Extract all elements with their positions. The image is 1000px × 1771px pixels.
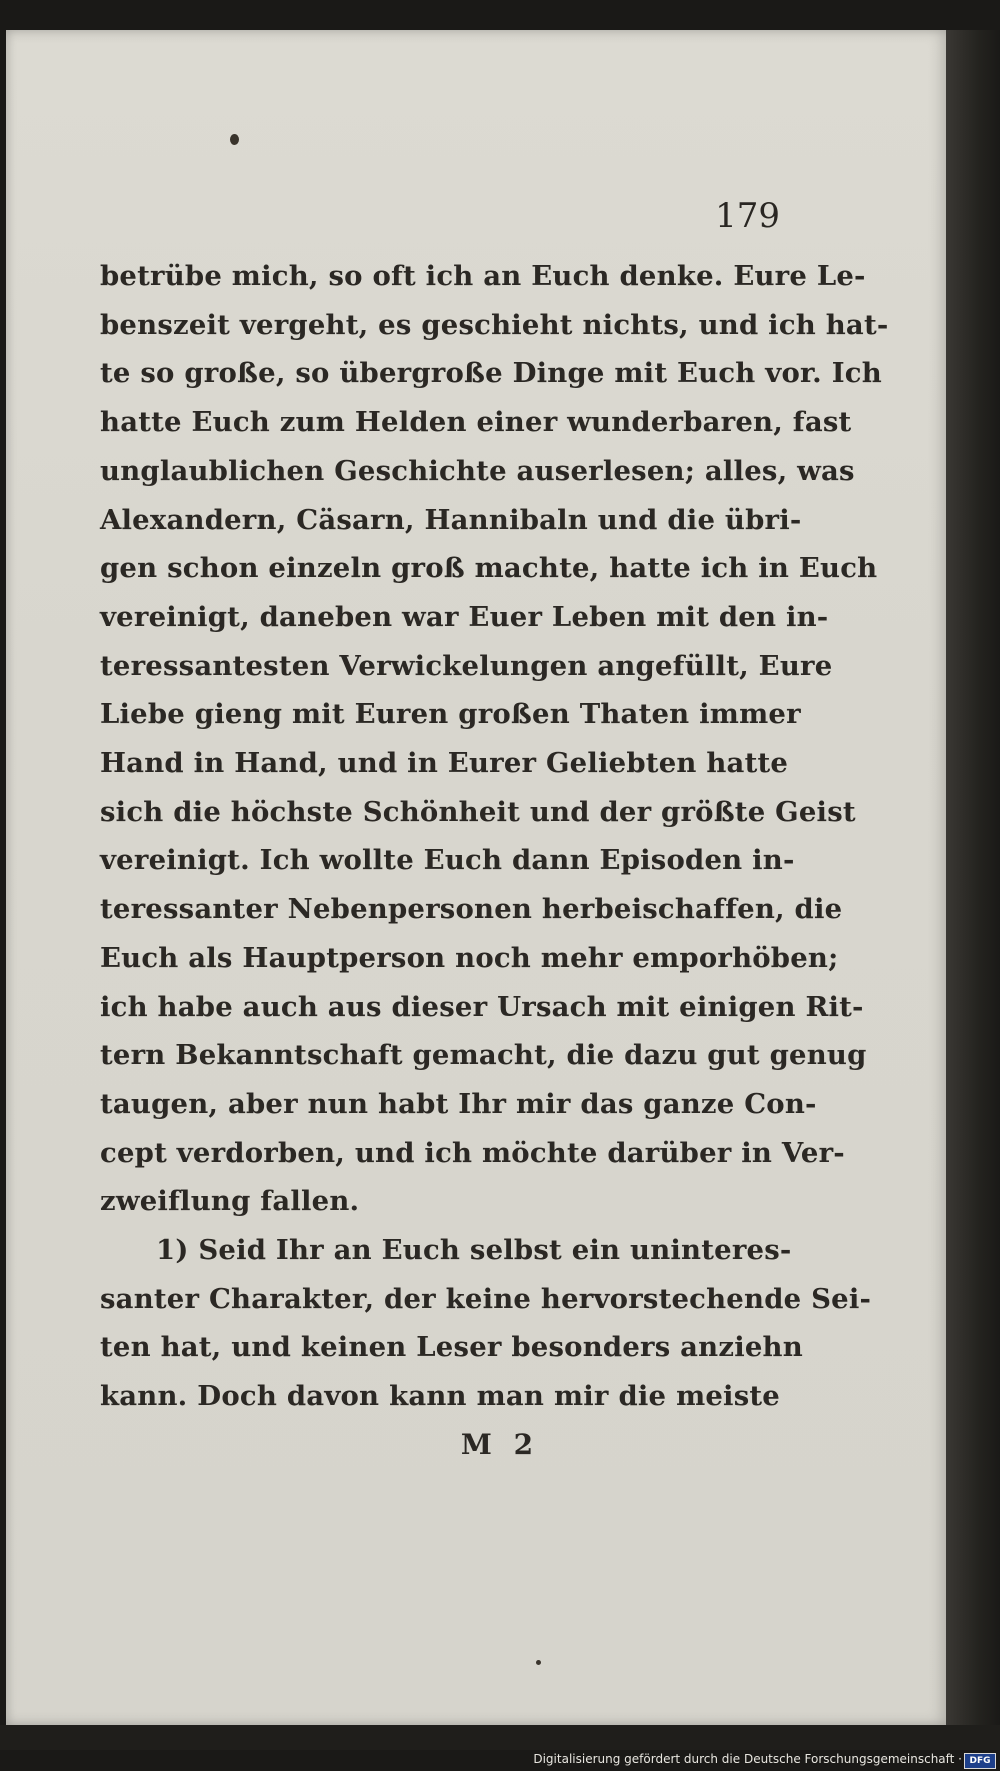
text-line: teressantesten Verwickelungen angefüllt, Eure: [100, 649, 833, 682]
text-line: ich habe auch aus dieser Ursach mit einigen Rit-: [100, 990, 864, 1023]
text-line: Liebe gieng mit Euren großen Thaten immer: [100, 698, 801, 731]
text-line: zweiflung fallen.: [100, 1185, 360, 1218]
text-line: benszeit vergeht, es geschieht nichts, und ich hat-: [100, 308, 889, 341]
ink-spot: [536, 1660, 541, 1665]
text-line: betrübe mich, so oft ich an Euch denke. Eure Le-: [100, 260, 866, 292]
text-line: kann. Doch davon kann man mir die meiste: [100, 1380, 780, 1413]
text-line: unglaublichen Geschichte auserlesen; alles, was: [100, 454, 855, 487]
text-line: tern Bekanntschaft gemacht, die dazu gut genug: [100, 1039, 867, 1072]
text-line: taugen, aber nun habt Ihr mir das ganze Con-: [100, 1087, 817, 1120]
scan-bottom-band: [0, 1725, 1000, 1750]
ink-spot: [230, 134, 239, 145]
book-binding-edge: [946, 30, 1000, 1725]
text-line: Hand in Hand, und in Eurer Geliebten hatte: [100, 747, 789, 780]
text-line: Alexandern, Cäsarn, Hannibaln und die übri-: [100, 503, 802, 536]
text-line: 1) Seid Ihr an Euch selbst ein uninteres-: [156, 1234, 792, 1267]
page-number: 179: [715, 196, 780, 236]
text-line: santer Charakter, der keine hervorstechende Sei-: [100, 1282, 872, 1315]
text-line: ten hat, und keinen Leser besonders anziehn: [100, 1331, 803, 1364]
page-body-text: [100, 252, 889, 1421]
text-line: gen schon einzeln groß machte, hatte ich in Euch: [100, 552, 878, 585]
text-line: te so große, so übergroße Dinge mit Euch vor. Ich: [100, 357, 882, 390]
printer-signature-mark: M 2: [460, 1428, 540, 1461]
text-line: vereinigt, daneben war Euer Leben mit den in-: [100, 600, 829, 633]
text-line: teressanter Nebenpersonen herbeischaffen, die: [100, 893, 843, 926]
text-line: Euch als Hauptperson noch mehr emporhöben;: [100, 941, 839, 974]
text-line: cept verdorben, und ich möchte darüber in Ver-: [100, 1136, 845, 1169]
dfg-logo-icon: DFG: [964, 1753, 996, 1769]
text-line: sich die höchste Schönheit und der größte Geist: [100, 795, 856, 828]
text-line: vereinigt. Ich wollte Euch dann Episoden in-: [100, 844, 795, 877]
funding-credit: Digitalisierung gefördert durch die Deutsche Forschungsgemeinschaft ·: [533, 1752, 962, 1766]
text-line: hatte Euch zum Helden einer wunderbaren, fast: [100, 406, 852, 439]
